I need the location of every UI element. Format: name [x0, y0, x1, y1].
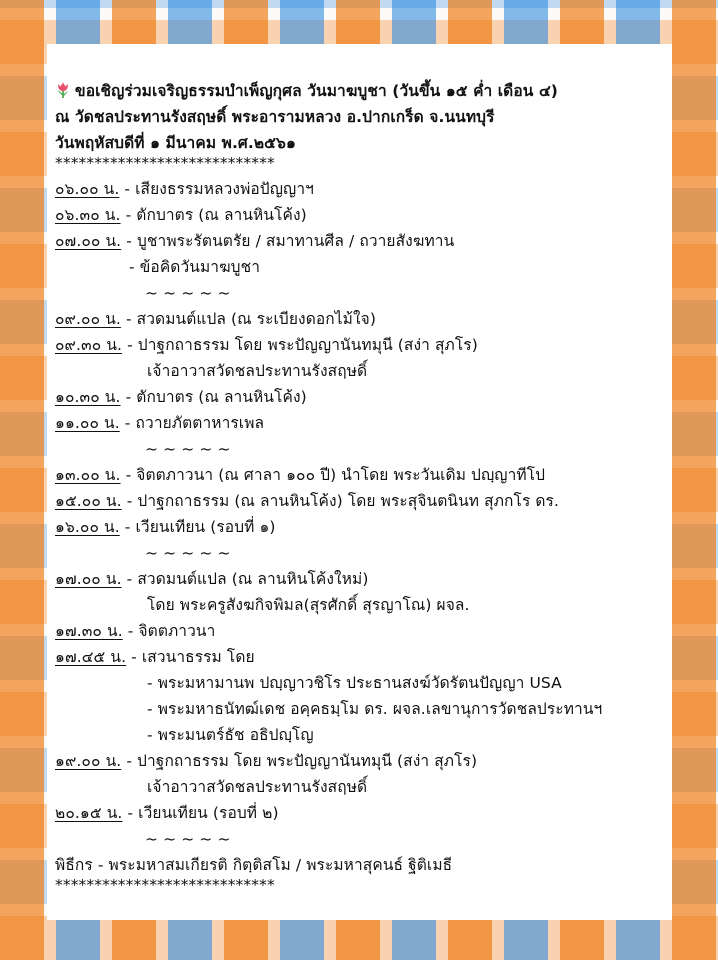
- schedule-time: ๐๙.๐๐ น.: [55, 310, 121, 328]
- schedule-time: ๐๖.๐๐ น.: [55, 180, 120, 198]
- schedule-item: [55, 488, 662, 514]
- schedule-text: - เวียนเทียน (รอบที่ ๑): [119, 518, 276, 536]
- tulip-icon: [55, 81, 71, 99]
- schedule-item: [55, 644, 662, 670]
- schedule-subitem: - ข้อคิดวันมาฆบูชา: [129, 258, 261, 276]
- schedule-text: - เวียนเทียน (รอบที่ ๒): [122, 804, 279, 822]
- schedule-item: [55, 410, 662, 436]
- schedule-text: - จิตตภาวนา (ณ ศาลา ๑๐๐ ปี) นำโดย พระวันเดิม ปญฺญาทีโป: [120, 466, 546, 484]
- schedule-item: [55, 462, 662, 488]
- schedule-time: ๑๗.๐๐ น.: [55, 570, 122, 588]
- schedule-time: ๑๑.๐๐ น.: [55, 414, 120, 432]
- schedule-time: ๐๖.๓๐ น.: [55, 206, 121, 224]
- header-text-1: ขอเชิญร่วมเจริญธรรมบำเพ็ญกุศล วันมาฆบูชา (วันขึ้น ๑๕ ค่ำ เดือน ๔): [75, 82, 558, 100]
- schedule-time: ๐๙.๓๐ น.: [55, 336, 123, 354]
- schedule-time: ๑๗.๓๐ น.: [55, 622, 123, 640]
- schedule-time: ๑๕.๐๐ น.: [55, 492, 122, 510]
- schedule-item: [55, 748, 662, 774]
- schedule-text: - เสียงธรรมหลวงพ่อปัญญาฯ: [119, 180, 314, 198]
- schedule-text: - ตักบาตร (ณ ลานหินโค้ง): [120, 206, 307, 224]
- schedule-text: - ถวายภัตตาหารเพล: [119, 414, 265, 432]
- schedule-time: ๑๓.๐๐ น.: [55, 466, 121, 484]
- section-separator: ~ ~ ~ ~ ~: [145, 544, 231, 562]
- schedule-item: [55, 332, 662, 358]
- schedule-item: [55, 566, 662, 592]
- footer-divider-stars: ****************************: [55, 876, 275, 894]
- schedule-continuation: โดย พระครูสังฆกิจพิมล(สุรศักดิ์ สุรญาโณ) ผจล.: [147, 596, 470, 614]
- section-separator: ~ ~ ~ ~ ~: [145, 284, 231, 302]
- schedule-text: - ปาฐกถาธรรม (ณ ลานหินโค้ง) โดย พระสุจินตนินท สุภกโร ดร.: [121, 492, 560, 510]
- schedule-item: [55, 202, 662, 228]
- panelist-item: - พระมหามานพ ปญฺญาวชิโร ประธานสงฆ์วัดรัตนปัญญา USA: [147, 674, 562, 692]
- schedule-time: ๑๐.๓๐ น.: [55, 388, 121, 406]
- schedule-time: ๒๐.๑๕ น.: [55, 804, 123, 822]
- schedule-item: [55, 800, 662, 826]
- schedule-time: ๑๗.๔๕ น.: [55, 648, 127, 666]
- header-divider-stars: ****************************: [55, 154, 275, 172]
- schedule-time: ๐๗.๐๐ น.: [55, 232, 122, 250]
- section-separator: ~ ~ ~ ~ ~: [145, 830, 231, 848]
- schedule-text: - เสวนาธรรม โดย: [126, 648, 255, 666]
- officiants-line: พิธีกร - พระมหาสมเกียรติ กิตฺติสโม / พระมหาสุคนธ์ ฐิติเมธี: [55, 856, 453, 874]
- schedule-item: [55, 514, 662, 540]
- section-separator: ~ ~ ~ ~ ~: [145, 440, 231, 458]
- header-line-1: [55, 78, 662, 104]
- schedule-text: - สวดมนต์แปล (ณ ลานหินโค้งใหม่): [121, 570, 369, 588]
- schedule-continuation: เจ้าอาวาสวัดชลประทานรังสฤษดิ์: [147, 362, 368, 380]
- schedule-text: - ปาฐกถาธรรม โดย พระปัญญานันทมุนี (สง่า สุภโร): [122, 336, 478, 354]
- announcement-card: [47, 44, 672, 920]
- schedule-continuation: เจ้าอาวาสวัดชลประทานรังสฤษดิ์: [147, 778, 368, 796]
- schedule-item: [55, 228, 662, 254]
- panelist-item: - พระมหาธนัทฒ์เดช อคฺคธมฺโม ดร. ผจล.เลขานุการวัดชลประทานฯ: [147, 700, 603, 718]
- schedule-time: ๑๙.๐๐ น.: [55, 752, 122, 770]
- schedule-item: [55, 618, 662, 644]
- schedule-text: - สวดมนต์แปล (ณ ระเบียงดอกไม้ใจ): [120, 310, 376, 328]
- schedule-text: - ตักบาตร (ณ ลานหินโค้ง): [120, 388, 307, 406]
- schedule-item: [55, 306, 662, 332]
- header-line-3: วันพฤหัสบดีที่ ๑ มีนาคม พ.ศ.๒๕๖๑: [55, 134, 296, 152]
- schedule-time: ๑๖.๐๐ น.: [55, 518, 120, 536]
- schedule-text: - ปาฐกถาธรรม โดย พระปัญญานันทมุนี (สง่า สุภโร): [121, 752, 478, 770]
- schedule-item: [55, 176, 662, 202]
- header-line-2: ณ วัดชลประทานรังสฤษดิ์ พระอารามหลวง อ.ปากเกร็ด จ.นนทบุรี: [55, 108, 495, 126]
- panelist-item: - พระมนตร์ธัช อธิปญฺโญ: [147, 726, 314, 744]
- schedule-text: - จิตตภาวนา: [122, 622, 216, 640]
- schedule-text: - บูชาพระรัตนตรัย / สมาทานศีล / ถวายสังฆทาน: [121, 232, 455, 250]
- schedule-item: [55, 384, 662, 410]
